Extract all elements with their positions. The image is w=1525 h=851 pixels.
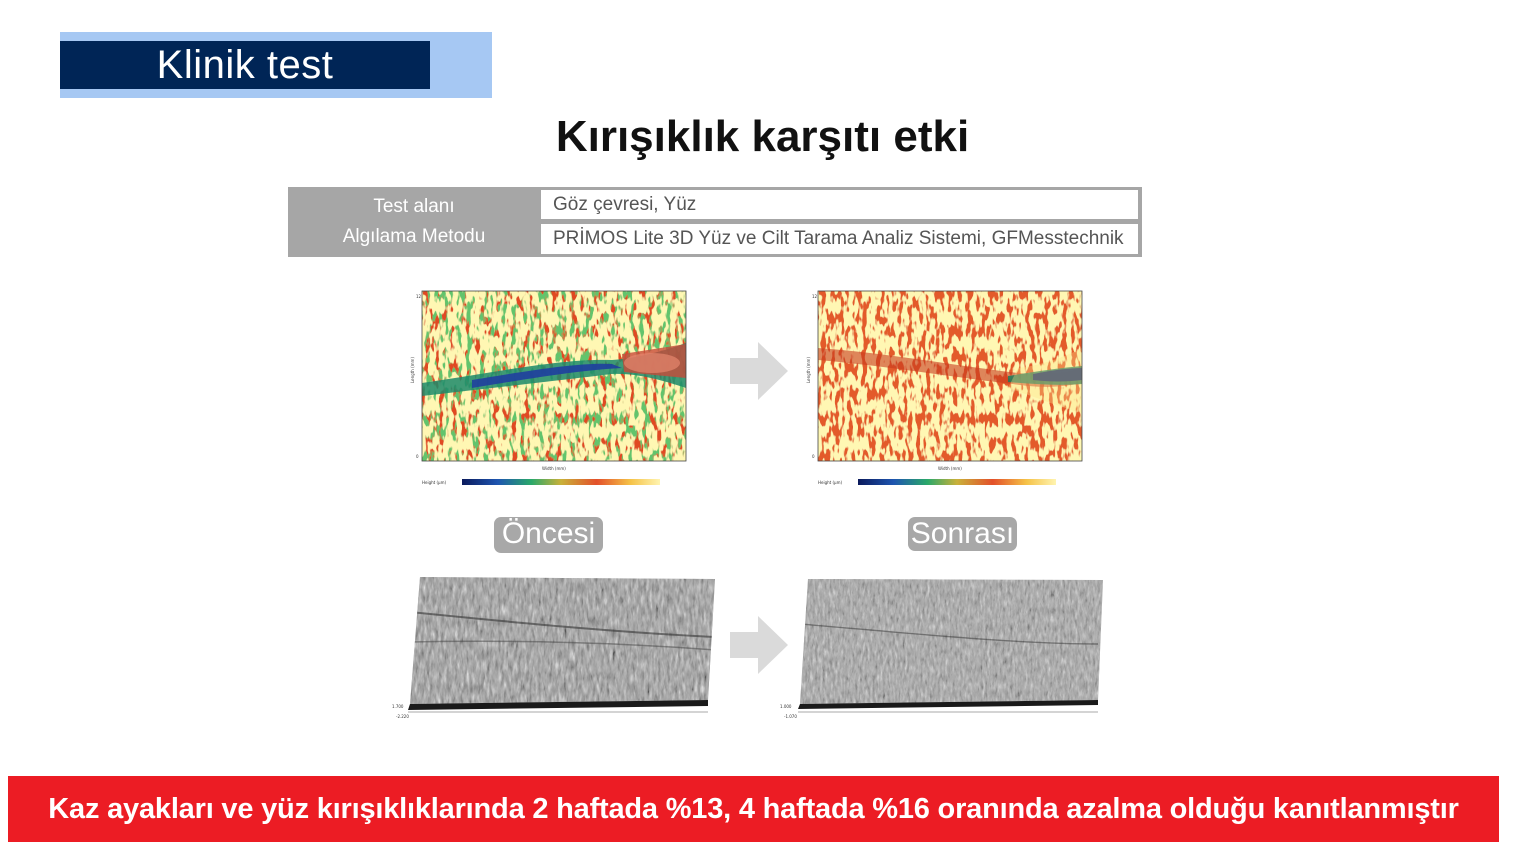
- wrinkle-heatmap-before: [412, 288, 692, 490]
- section-tag: [60, 32, 492, 98]
- after-label: Sonrası: [908, 517, 1017, 551]
- wrinkle-heatmap-after: [808, 288, 1088, 490]
- svg-text:Width (mm): Width (mm): [938, 466, 962, 471]
- svg-text:0: 0: [416, 454, 419, 459]
- svg-text:-1.070: -1.070: [784, 714, 797, 719]
- svg-text:12: 12: [416, 294, 422, 299]
- page-title: Kırışıklık karşıtı etki: [555, 112, 970, 161]
- svg-text:Height (µm): Height (µm): [422, 480, 447, 485]
- info-label-test-area: Test alanı: [373, 196, 455, 217]
- svg-text:Height (µm): Height (µm): [818, 480, 843, 485]
- svg-text:1.700: 1.700: [392, 704, 404, 709]
- section-tag-label: Klinik test: [60, 41, 430, 89]
- svg-text:12: 12: [812, 294, 818, 299]
- skin-3d-relief-before: [390, 572, 722, 722]
- conclusion-banner: Kaz ayakları ve yüz kırışıklıklarında 2 haftada %13, 4 haftada %16 oranında azalma olduğu kanıtlanmıştır: [8, 776, 1499, 842]
- before-label: Öncesi: [494, 517, 603, 553]
- info-table: [288, 187, 1142, 257]
- svg-text:-2.220: -2.220: [396, 714, 409, 719]
- skin-3d-relief-after: [778, 574, 1110, 722]
- svg-text:1.000: 1.000: [780, 704, 792, 709]
- info-label-method: Algılama Metodu: [342, 226, 486, 247]
- svg-text:Length (mm): Length (mm): [410, 357, 415, 383]
- info-value-method: PRİMOS Lite 3D Yüz ve Cilt Tarama Analiz Sistemi, GFMesstechnik: [541, 224, 1138, 254]
- svg-text:Length (mm): Length (mm): [806, 357, 811, 383]
- info-value-test-area: Göz çevresi, Yüz: [541, 190, 1138, 219]
- svg-text:Width (mm): Width (mm): [542, 466, 566, 471]
- right-arrow-icon: [728, 342, 790, 400]
- svg-text:0: 0: [812, 454, 815, 459]
